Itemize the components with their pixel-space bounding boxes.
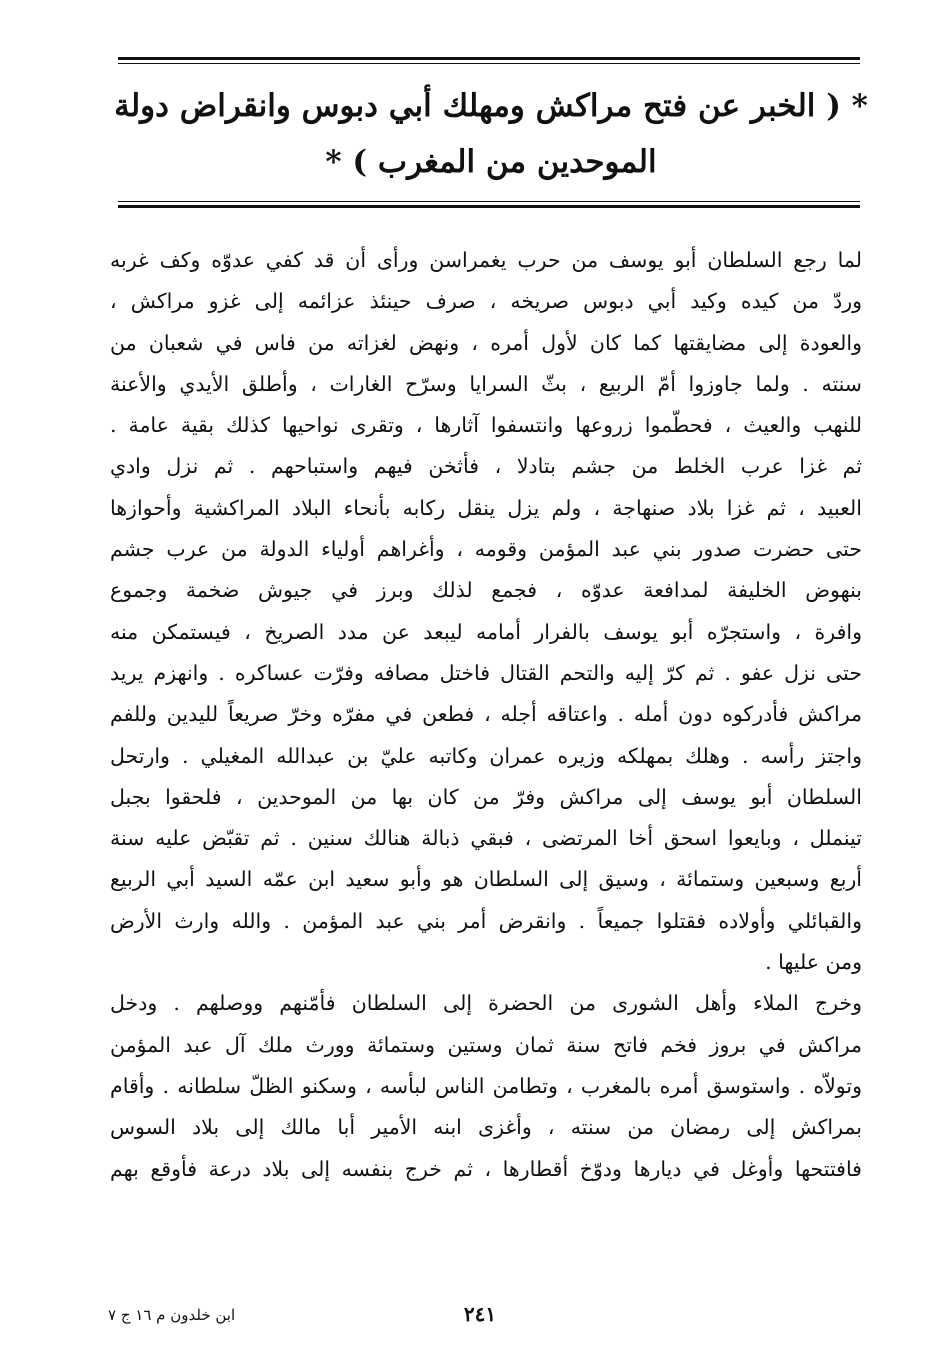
text-line: وردّ من كيده وكيد أبي دبوس صريخه ، صرف حينئذ عزائمه إلى غزو مراكش ، [110,289,862,314]
text-line: ثم غزا عرب الخلط من جشم بتادلا ، فأثخن فيهم واستباحهم . ثم نزل وادي [110,454,862,479]
text-line: وخرج الملاء وأهل الشورى من الحضرة إلى السلطان فأمّنهم ووصلهم . ودخل [110,991,862,1016]
text-line: للنهب والعيث ، فحطّموا زروعها وانتسفوا آثارها ، وتقرى نواحيها كذلك بقية عامة . [110,413,862,438]
text-line: والعودة إلى مضايقتها كما كان لأول أمره ، ونهض لغزاته من فاس في شعبان من [110,330,862,355]
text-line: تينملل ، وبايعوا اسحق أخا المرتضى ، فبقي ذبالة هنالك سنين . ثم تقبّض عليه سنة [110,826,862,851]
text-line: حتى نزل عفو . ثم كرّ إليه والتحم القتال فاختل مصافه وفرّت عساكره . وانهزم يريد [110,660,862,685]
heading-line-1: * ( الخبر عن فتح مراكش ومهلك أبي دبوس وانقراض دولة [114,88,868,124]
text-line: حتى حضرت صدور بني عبد المؤمن وقومه ، وأغراهم أولياء الدولة من عرب جشم [110,537,862,562]
page-footer [90,1300,870,1340]
text-line: فافتتحها وأوغل في ديارها ودوّخ أقطارها ، ثم خرج بنفسه إلى بلاد درعة فأوقع بهم [110,1156,862,1181]
text-line: لما رجع السلطان أبو يوسف من حرب يغمراسن ورأى أن قد كفي عدوّه وكف غربه [110,248,862,272]
heading-rule-thin [118,201,860,202]
text-line: أربع وسبعين وستمائة ، وسيق إلى السلطان هو وأبو سعيد ابن عمّه السيد أبي الربيع [110,867,862,892]
text-line: واجتز رأسه . وهلك بمهلكه وزيره عمران وكاتبه عليّ بن عبدالله المغيلي . وارتحل [110,743,862,768]
page-number: ٢٤١ [463,1302,497,1326]
body-text [110,240,862,1190]
text-line: وتولاّه . واستوسق أمره بالمغرب ، وتطامن الناس لبأسه ، وسكنو الظلّ سلطانه . وأقام [110,1073,862,1098]
text-line: سنته . ولما جاوزوا أمّ الربيع ، بثّ السرايا وسرّح الغارات ، وأطلق الأيدي والأعنة [110,371,862,396]
text-line: مراكش في بروز فخم فاتح سنة ثمان وستين وستمائة وورث ملك آل عبد المؤمن [110,1032,862,1057]
text-line: بمراكش إلى رمضان من سنته ، وأغزى ابنه الأمير أبا مالك إلى بلاد السوس [110,1115,862,1140]
text-line: السلطان أبو يوسف إلى مراكش وفرّ من كان بها من الموحدين ، فلحقوا بجبل [110,784,862,809]
text-line: مراكش فأدركوه دون أمله . واعتاقه أجله ، فطعن في مفرّه وخرّ صريعاً لليدين وللفم [110,702,862,727]
text-line: وافرة ، واستجرّه أبو يوسف بالفرار أمامه ليبعد عن مدد الصريخ ، فيستمكن منه [110,619,862,644]
top-rule-thick [118,57,860,60]
heading-rule-thick [118,205,860,208]
text-line: والقبائلي وأولاده فقتلوا جميعاً . وانقرض أمر بني عبد المؤمن . والله وارث الأرض [110,908,862,933]
chapter-heading [110,78,872,190]
book-reference: ابن خلدون م ١٦ ج ٧ [108,1306,236,1324]
text-line: ومن عليها . [765,950,862,975]
top-rule-thin [118,63,860,64]
text-line: العبيد ، ثم غزا بلاد صنهاجة ، ولم يزل ينقل ركابه بأنحاء البلاد المراكشية وأحوازها [110,495,862,520]
heading-line-2: الموحدين من المغرب ) * [325,144,657,180]
text-line: بنهوض الخليفة لمدافعة عدوّه ، فجمع لذلك وبرز في جيوش ضخمة وجموع [110,578,862,603]
